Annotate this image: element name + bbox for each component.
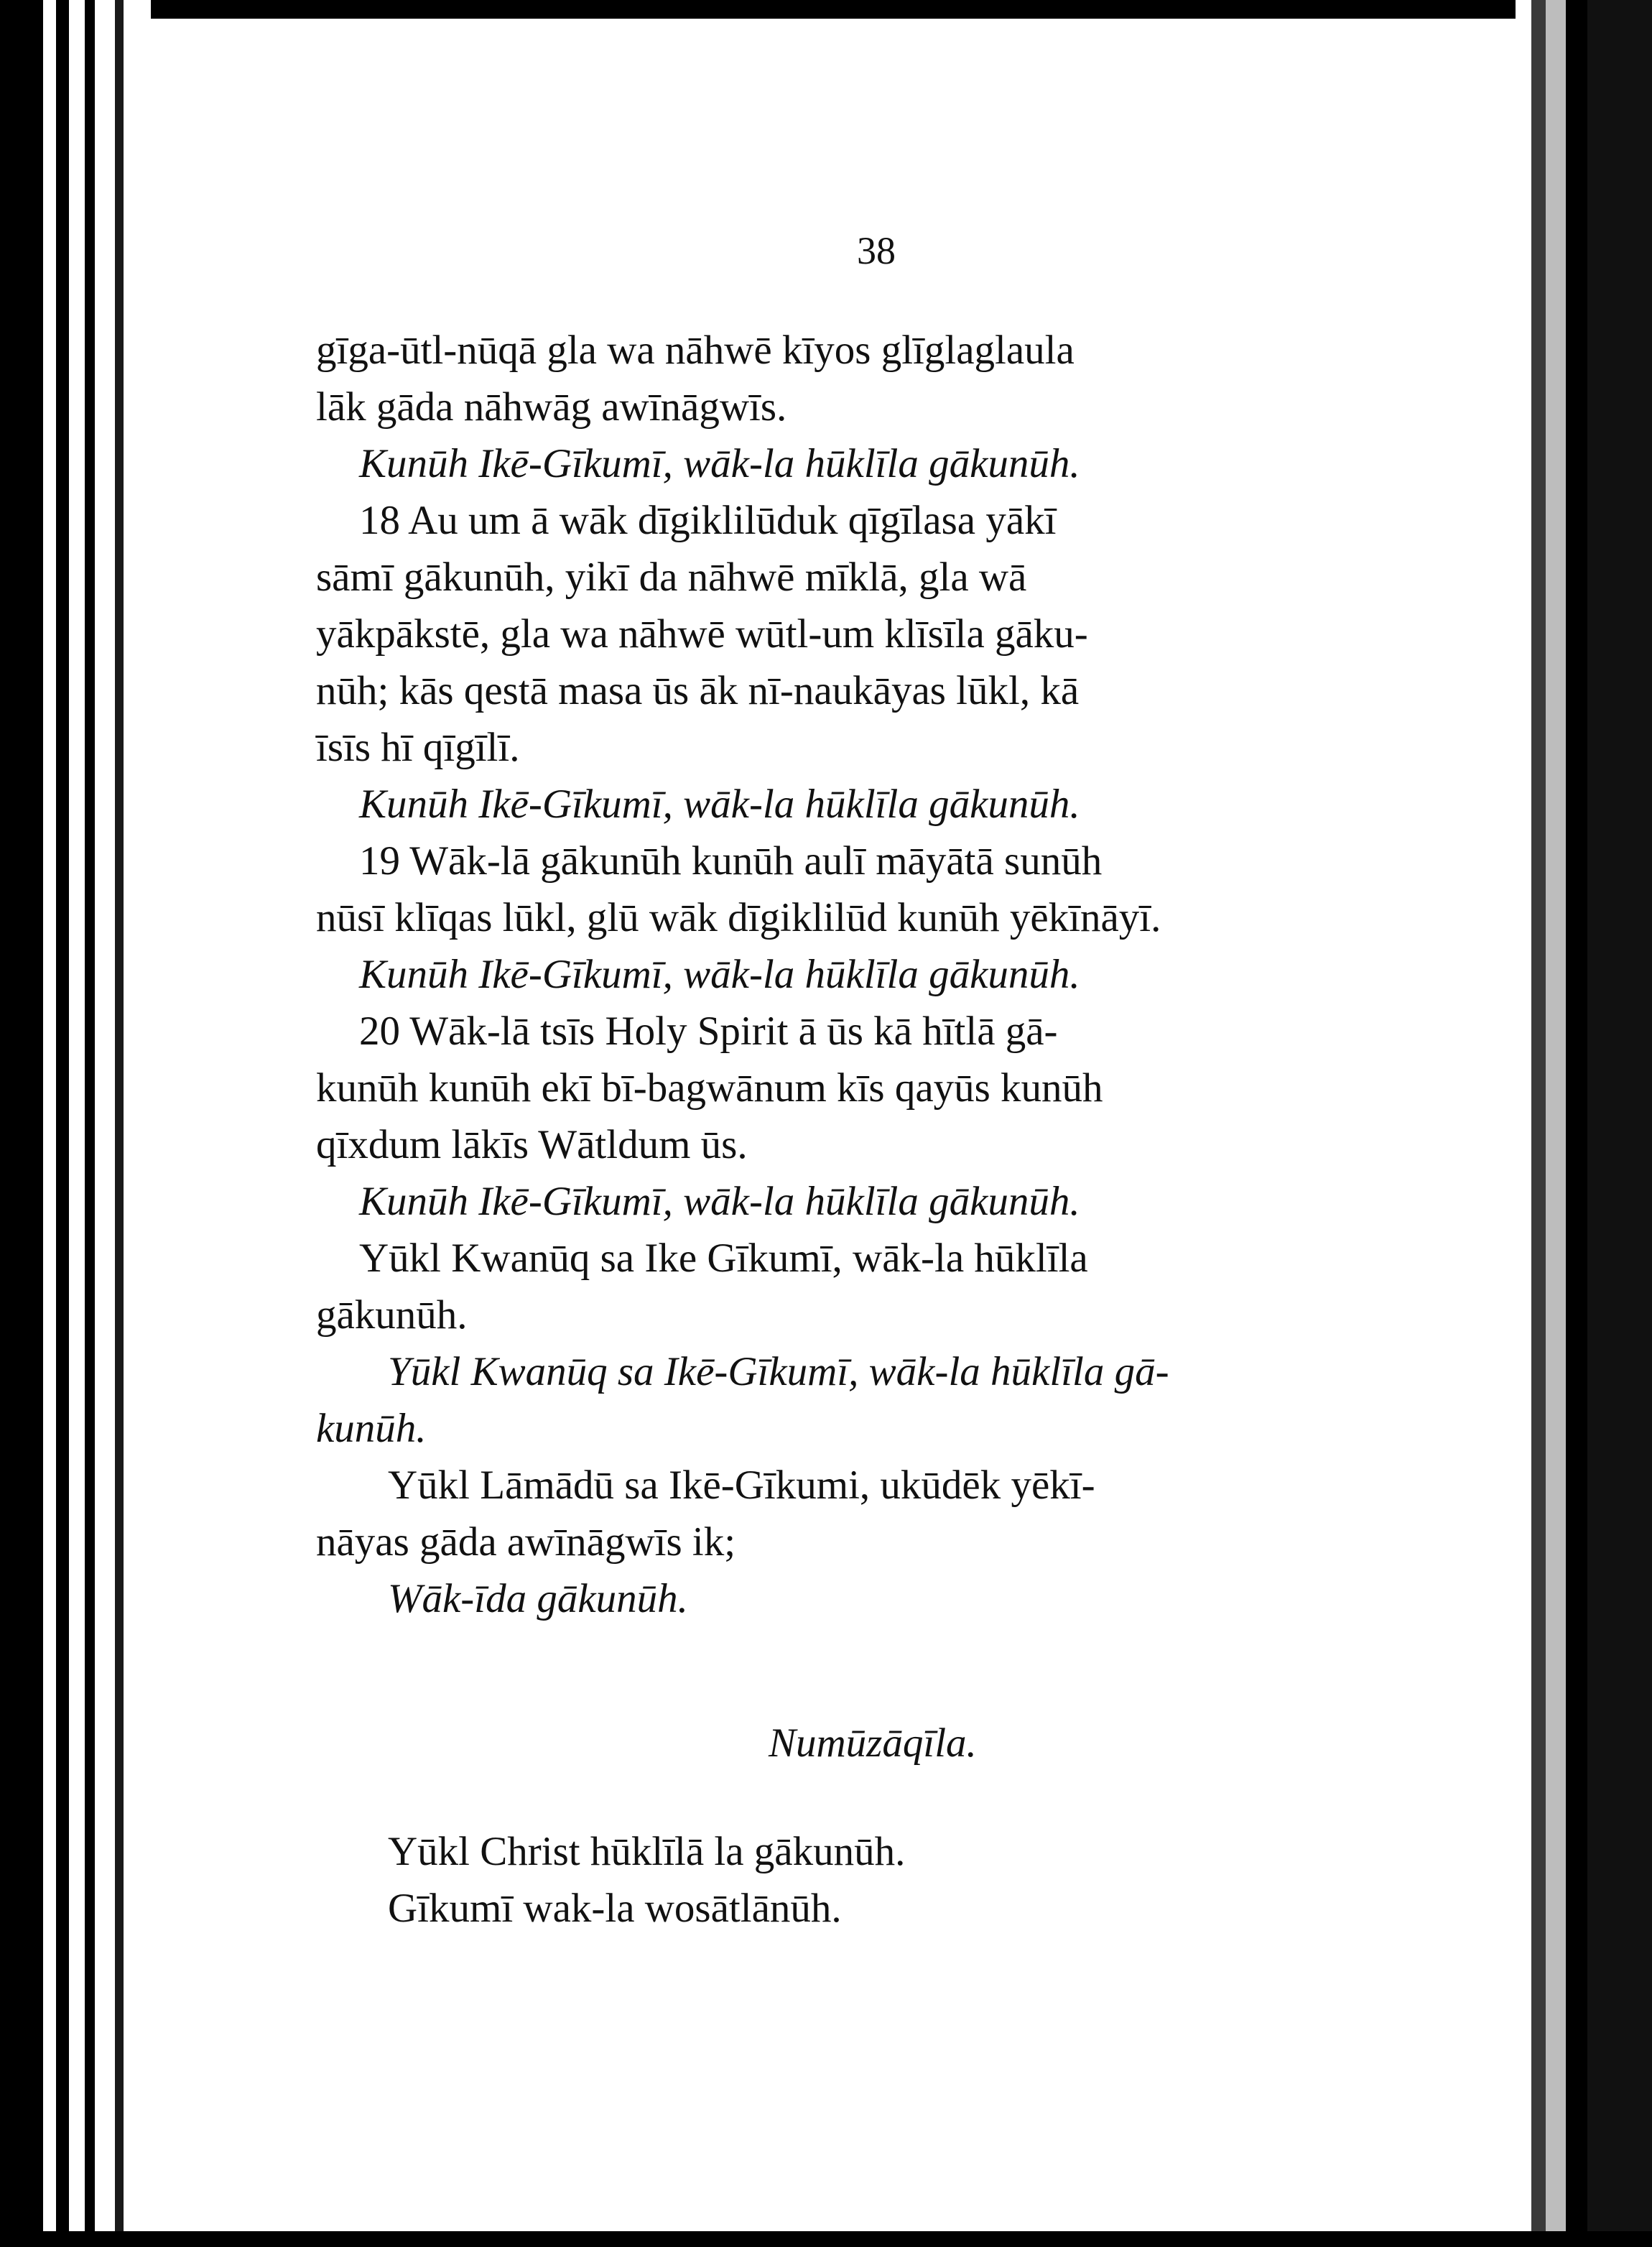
- text-line: Kunūh Ikē-Gīkumī, wāk-la hūklīla gākunūh.: [359, 782, 1080, 827]
- text-line: gākunūh.: [316, 1292, 468, 1338]
- text-line: sāmī gākunūh, yikī da nāhwē mīklā, gla wā: [316, 555, 1027, 600]
- text-line: nāyas gāda awīnāgwīs ik;: [316, 1519, 736, 1565]
- book-page: [316, 0, 1437, 2247]
- text-line: 18 Au um ā wāk dīgiklilūduk qīgīlasa yākī: [359, 498, 1057, 543]
- scan-edge-left: [0, 0, 151, 2247]
- text-line: 19 Wāk-lā gākunūh kunūh aulī māyātā sunūh: [359, 838, 1103, 884]
- text-line: Yūkl Kwanūq sa Ike Gīkumī, wāk-la hūklīla: [359, 1236, 1088, 1281]
- text-line: Yūkl Kwanūq sa Ikē-Gīkumī, wāk-la hūklīla gā-: [388, 1349, 1169, 1394]
- text-line: Wāk-īda gākunūh.: [388, 1576, 688, 1621]
- text-line: kunūh.: [316, 1406, 427, 1451]
- text-line: Kunūh Ikē-Gīkumī, wāk-la hūklīla gākunūh.: [359, 1179, 1080, 1224]
- text-line: īsīs hī qīgīlī.: [316, 725, 520, 770]
- text-line: nūsī klīqas lūkl, glū wāk dīgiklilūd kunūh yēkīnāyī.: [316, 895, 1161, 940]
- text-line: nūh; kās qestā masa ūs āk nī-naukāyas lūkl, kā: [316, 668, 1080, 713]
- text-line: yākpākstē, gla wa nāhwē wūtl-um klīsīla gāku-: [316, 611, 1088, 657]
- page-number: 38: [857, 229, 896, 272]
- closing-line: Gīkumī wak-la wosātlānūh.: [388, 1886, 842, 1931]
- text-line: Kunūh Ikē-Gīkumī, wāk-la hūklīla gākunūh.: [359, 441, 1080, 486]
- text-line: lāk gāda nāhwāg awīnāgwīs.: [316, 384, 787, 430]
- text-line: kunūh kunūh ekī bī-bagwānum kīs qayūs kunūh: [316, 1065, 1103, 1111]
- text-line: Yūkl Lāmādū sa Ikē-Gīkumi, ukūdēk yēkī-: [388, 1463, 1095, 1508]
- section-heading: Numūzāqīla.: [769, 1720, 977, 1766]
- page-body: [316, 322, 1408, 1937]
- text-line: 20 Wāk-lā tsīs Holy Spirit ā ūs kā hītlā gā-: [359, 1009, 1058, 1054]
- closing-line: Yūkl Christ hūklīlā la gākunūh.: [388, 1829, 906, 1874]
- text-lines: [316, 322, 1408, 1627]
- text-line: Kunūh Ikē-Gīkumī, wāk-la hūklīla gākunūh.: [359, 952, 1080, 997]
- text-line: qīxdum lākīs Wātldum ūs.: [316, 1122, 748, 1167]
- closing-lines: [316, 1823, 1408, 1937]
- scan-edge-right: [1516, 0, 1652, 2247]
- text-line: gīga-ūtl-nūqā gla wa nāhwē kīyos glīglaglaula: [316, 328, 1075, 373]
